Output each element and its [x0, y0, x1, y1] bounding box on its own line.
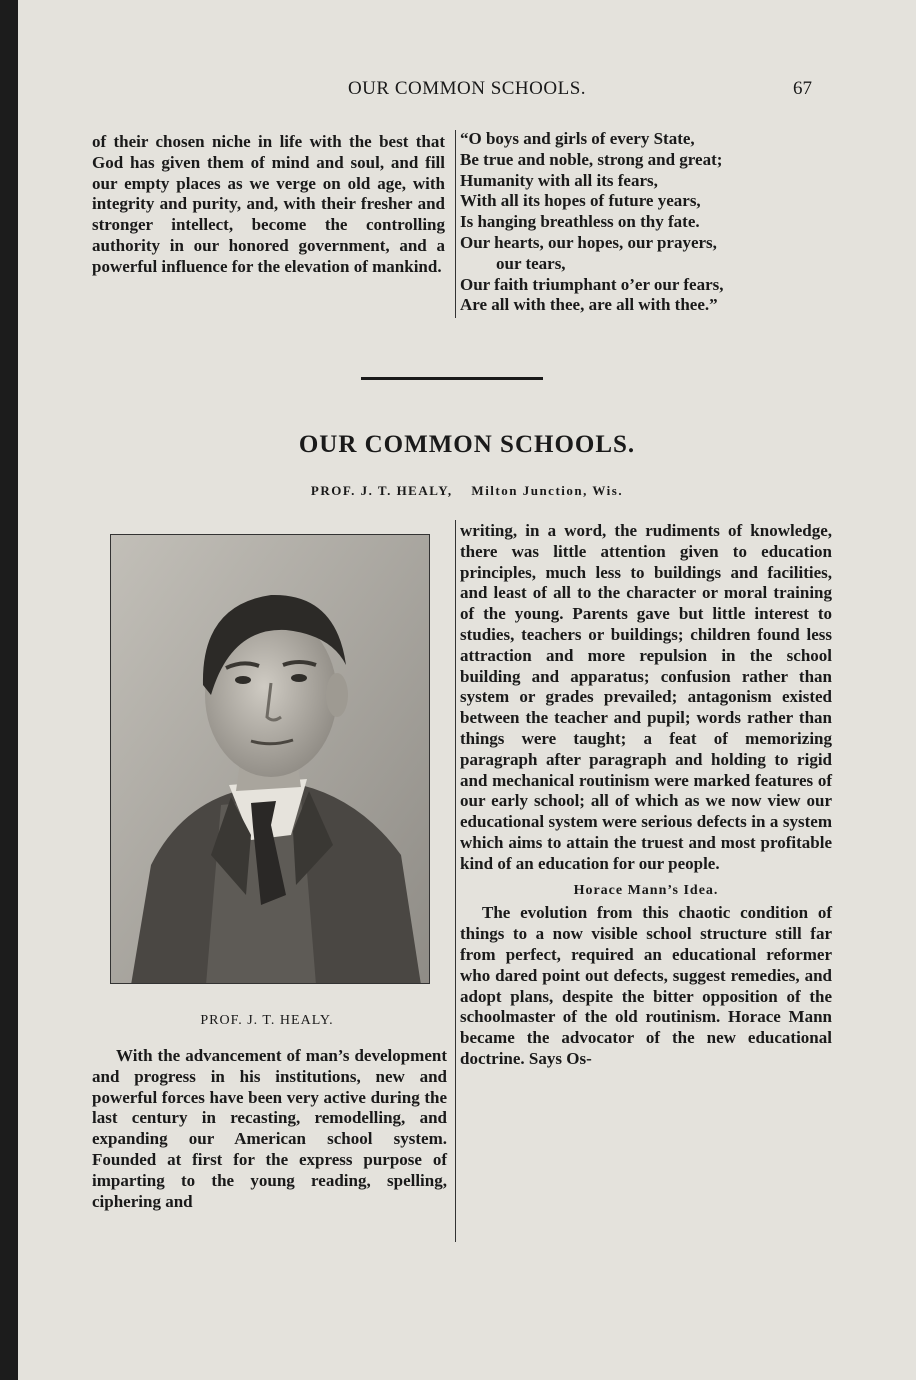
- section-subheading: Horace Mann’s Idea.: [573, 882, 719, 898]
- poem-line: Is hanging breathless on thy fate.: [460, 212, 700, 232]
- portrait-caption: PROF. J. T. HEALY.: [200, 1013, 334, 1028]
- top-column-rule: [455, 130, 456, 318]
- poem-line: Be true and noble, strong and great;: [460, 149, 723, 169]
- poem-line: “O boys and girls of every State,: [460, 129, 695, 148]
- page-number: 67: [793, 78, 812, 99]
- left-body-column: [92, 1046, 447, 1212]
- poem-line: Are all with thee, are all with thee.”: [460, 295, 718, 315]
- top-prose-text: of their chosen niche in life with the best that God has given them of mind and soul, and fill our empty places as we verge on old age, with integrity and purity, and, with their fresher and stronger intellect, become the controlling authority in our honored government, and a powerful influence for the elevation of mankind.: [92, 132, 445, 276]
- right-body-paragraph-1: writing, in a word, the rudiments of knowledge, there was little attention given to education principles, much less to buildings and facilities, and least of all to the character or moral training of the young. Parents gave but little interest to studies, teachers or buildings; children found less attraction and more repulsion in the school building and apparatus; confusion rather than system or grades prevailed; antagonism existed between the teacher and pupil; words rather than things were taught; a feat of memorizing paragraph after paragraph and holding to rigid and mechanical routinism were marked features of our early school; all of which as we now view our educational system were serious defects in a system which aims to attain the truest and most profitable kind of an education for our people.: [460, 521, 832, 873]
- book-page: [18, 0, 916, 1380]
- article-title: OUR COMMON SCHOOLS.: [298, 431, 636, 458]
- poem-line: With all its hopes of future years,: [460, 191, 701, 211]
- right-body-paragraph-2: The evolution from this chaotic condition of things to a now visible school structure still far from perfect, required an educational reformer who dared point out defects, suggest remedies, and adopt plans, despite the bitter opposition of the schoolmaster of the old routinism. Horace Mann became the advocator of the new educational doctrine. Says Os-: [460, 903, 832, 1068]
- poem-line: Humanity with all its fears,: [460, 170, 658, 190]
- poem-stanza: [460, 129, 830, 316]
- poem-line: Our faith triumphant o’er our fears,: [460, 274, 724, 294]
- section-separator-rule: [361, 377, 543, 380]
- running-head: [18, 78, 916, 102]
- left-body-text: With the advancement of man’s development and progress in his institutions, new and powerful forces have been very active during the last century in recasting, remodelling, and expanding our American school system. Founded at first for the express purpose of imparting to the young reading, spelling, ciphering and: [92, 1046, 447, 1211]
- poem-line: our tears,: [496, 253, 566, 273]
- top-prose-paragraph: [92, 132, 445, 278]
- body-column-rule: [455, 520, 456, 1242]
- author-portrait-photo: [110, 534, 430, 984]
- running-head-title: OUR COMMON SCHOOLS.: [347, 78, 587, 99]
- byline-location: Milton Junction, Wis.: [471, 483, 624, 498]
- portrait-illustration: [111, 535, 430, 984]
- byline: [18, 483, 916, 499]
- byline-author: PROF. J. T. HEALY,: [310, 483, 453, 498]
- right-body-column: [460, 521, 832, 1070]
- poem-line: Our hearts, our hopes, our prayers,: [460, 232, 717, 252]
